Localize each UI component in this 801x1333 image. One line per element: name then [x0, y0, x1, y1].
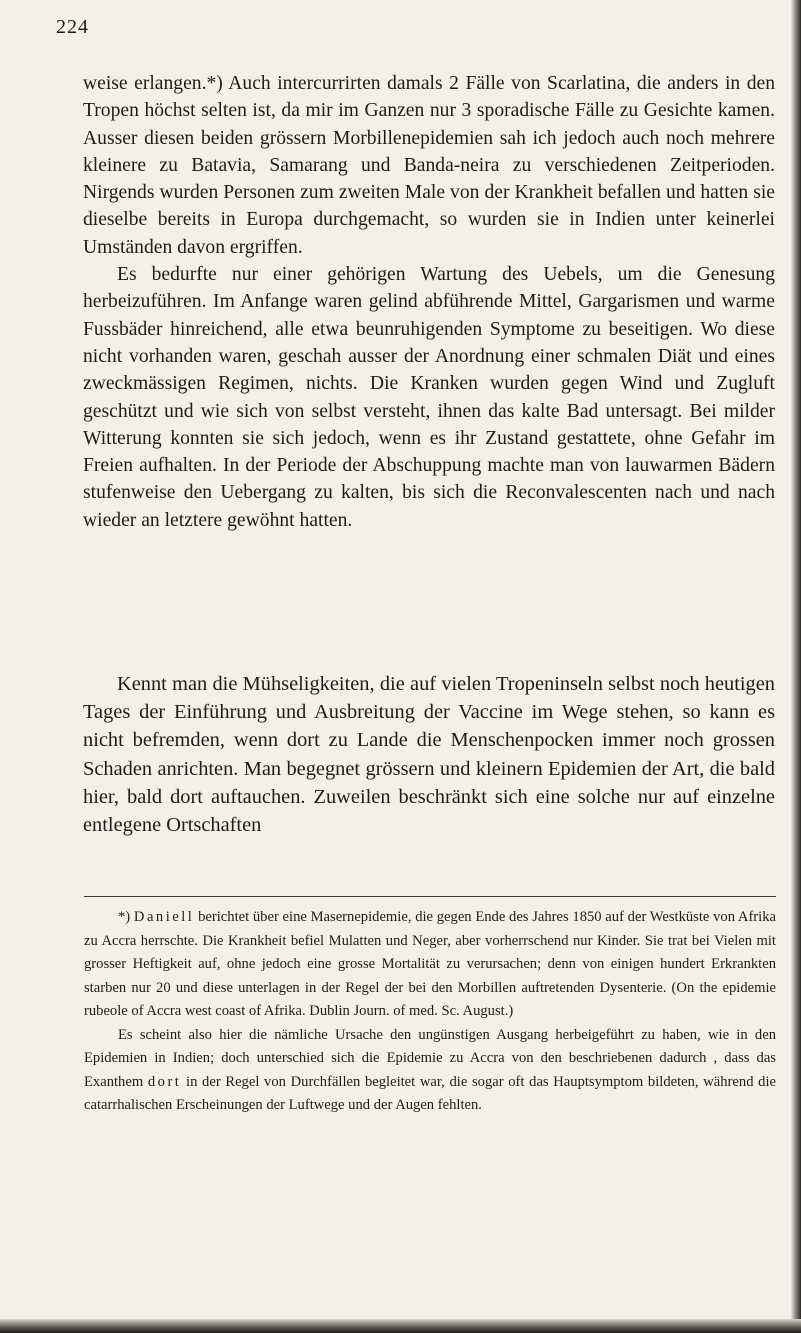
footnote-emphasis-dort: dort	[147, 1073, 182, 1090]
footnote-marker: *)	[118, 909, 131, 925]
footnote-text-2b: in der Regel von Durchfällen begleitet war, die sogar oft das Hauptsymptom bildeten, während die catarrhalischen Erscheinungen der Luftwege und der Augen fehlten.	[84, 1073, 776, 1113]
footnote-paragraph-2	[84, 1024, 776, 1118]
footnote-author: Daniell	[133, 909, 195, 925]
page-number: 224	[56, 16, 89, 38]
footnote-paragraph-1	[84, 906, 776, 1024]
paragraph-3: Kennt man die Mühseligkeiten, die auf vielen Tropeninseln selbst noch heutigen Tages der Einführung und Ausbreitung der Vaccine im Wege stehen, so kann es nicht befremden, wenn dort zu Lande die Menschenpocken immer noch grossen Schaden anrichten. Man begegnet grössern und kleinern Epidemien der Art, die bald hier, bald dort auftauchen. Zuweilen beschränkt sich eine solche nur auf einzelne entlegene Ortschaften	[83, 673, 775, 837]
footnote	[84, 906, 776, 1118]
paragraph-1: weise erlangen.*) Auch intercurrirten damals 2 Fälle von Scarlatina, die anders in den Tropen höchst selten ist, da mir im Ganzen nur 3 sporadische Fälle zu Gesichte kamen. Ausser diesen beiden grössern Morbillenepidemien sah ich jedoch auch noch mehrere kleinere zu Batavia, Samarang und Banda-neira zu verschiedenen Zeitperioden. Nirgends wurden Personen zum zweiten Male von der Krankheit befallen und hatten sie dieselbe bereits in Europa durchgemacht, so wurden sie in Indien unter keinerlei Umständen davon ergriffen.	[83, 73, 775, 258]
main-text-block-1	[83, 70, 775, 534]
main-text-block-2	[83, 670, 775, 839]
footnote-text-2a: Es scheint also hier die nämliche Ursache den ungünstigen Ausgang herbeigeführt zu haben, wie in den Epidemien in Indien; doch unterschied sich die Epidemie zu Accra von den beschriebenen dadurch , dass das Exanthem	[84, 1026, 776, 1090]
paragraph-2: Es bedurfte nur einer gehörigen Wartung des Uebels, um die Genesung herbeizuführen. Im Anfange waren gelind abführende Mittel, Gargarismen und warme Fussbäder hinreichend, alle etwa beunruhigenden Symptome zu beseitigen. Wo diese nicht vorhanden waren, geschah ausser der Anordnung einer schmalen Diät und eines zweckmässigen Regimen, nichts. Die Kranken wurden gegen Wind und Zugluft geschützt und wie sich von selbst versteht, ihnen das kalte Bad untersagt. Bei milder Witterung konnten sie sich jedoch, wenn es ihr Zustand gestattete, ohne Gefahr im Freien aufhalten. In der Periode der Abschuppung machte man von lauwarmen Bädern stufenweise den Uebergang zu kalten, bis sich die Reconvalescenten nach und nach wieder an letztere gewöhnt hatten.	[83, 264, 775, 531]
page-edge-right	[791, 0, 801, 1333]
footnote-text-1: berichtet über eine Masernepidemie, die gegen Ende des Jahres 1850 auf der Westküste von Afrika zu Accra herrschte. Die Krankheit befiel Mulatten und Neger, aber vorherrschend nur Kinder. Sie trat bei Vielen mit grosser Heftigkeit auf, ohne jedoch eine grosse Mortalität zu verursachen; denn von einigen hundert Erkrankten starben nur 20 und diese unterlagen in der Regel der bei den Morbillen auftretenden Dysenterie. (On the epidemie rubeole of Accra west coast of Afrika. Dublin Journ. of med. Sc. August.)	[84, 909, 776, 1019]
page-edge-bottom	[0, 1319, 801, 1333]
footnote-divider	[84, 896, 776, 897]
